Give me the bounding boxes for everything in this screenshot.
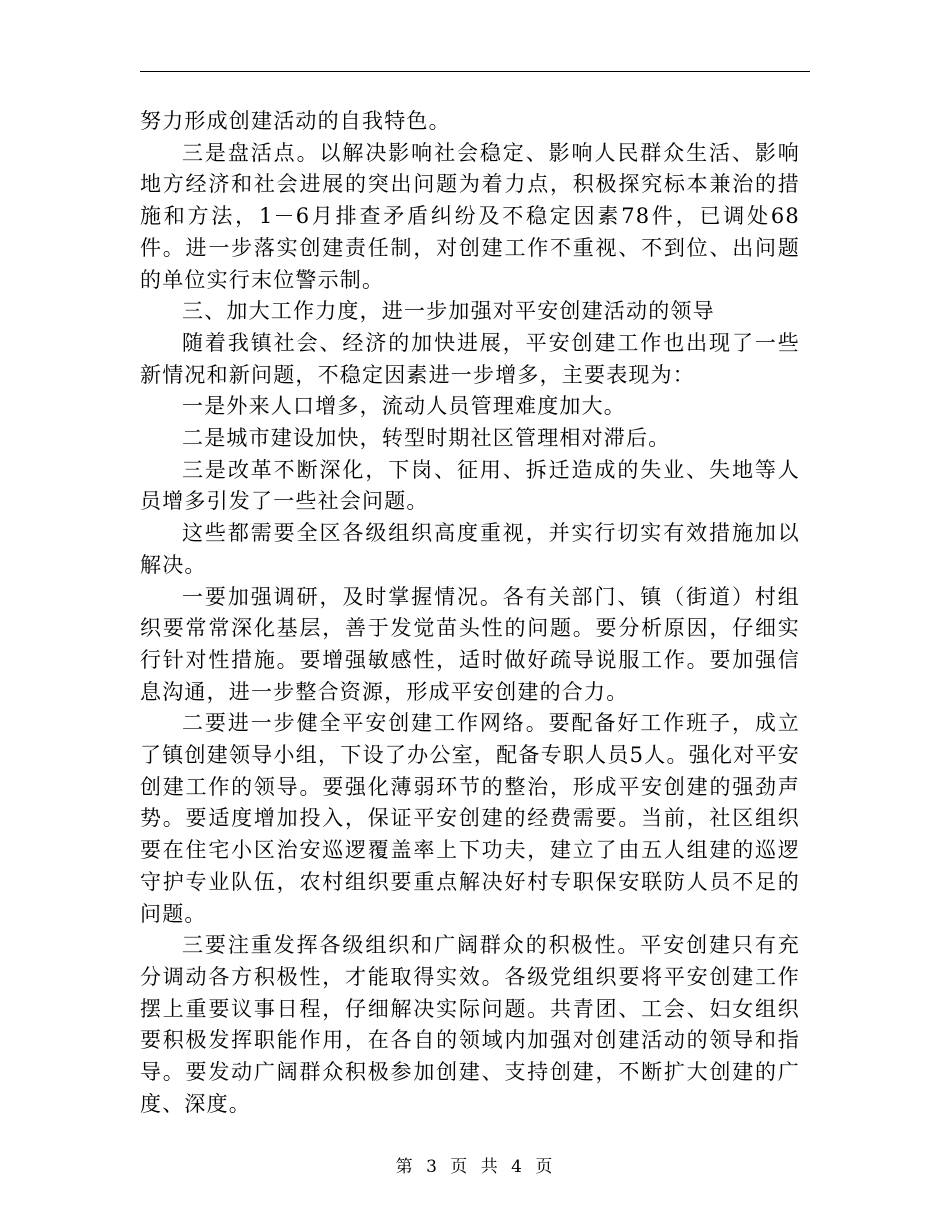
paragraph-8: 这些都需要全区各级组织高度重视，并实行切实有效措施加以解决。 [140, 521, 800, 577]
header-rule [140, 71, 810, 72]
footer-current-page: 3 [426, 1157, 439, 1177]
section-heading-3: 三、加大工作力度，进一步加强对平安创建活动的领导 [182, 299, 715, 324]
paragraph-6: 二是城市建设加快，转型时期社区管理相对滞后。 [182, 426, 671, 451]
footer-prefix: 第 [395, 1157, 415, 1177]
footer-suffix: 页 [535, 1157, 555, 1177]
paragraph-11: 三要注重发挥各级组织和广阔群众的积极性。平安创建只有充分调动各方积极性，才能取得实效。各级党组织要将平安创建工作摆上重要议事日程，仔细解决实际问题。共青团、工会、妇女组织要积极发挥职能作用，在各自的领域内加强对创建活动的领导和指导。要发动广阔群众积极参加创建、支持创建，不断扩大创建的广度、深度。 [140, 933, 800, 1116]
paragraph-1: 努力形成创建活动的自我特色。 [140, 109, 451, 133]
paragraph-7: 三是改革不断深化，下岗、征用、拆迁造成的失业、失地等人员增多引发了一些社会问题。 [140, 457, 800, 514]
page-footer [0, 1152, 950, 1177]
paragraph-4: 随着我镇社会、经济的加快进展，平安创建工作也出现了一些新情况和新问题，不稳定因素进一步增多，主要表现为： [140, 330, 800, 387]
paragraph-2: 三是盘活点。以解决影响社会稳定、影响人民群众生活、影响地方经济和社会进展的突出问题为着力点，积极探究标本兼治的措施和方法，1－6月排查矛盾纠纷及不稳定因素78件，已调处68件。进一步落实创建责任制，对创建工作不重视、不到位、出问题的单位实行末位警示制。 [140, 140, 800, 292]
footer-page-word: 页 [450, 1157, 470, 1177]
footer-total-word: 共 [480, 1157, 500, 1177]
document-body [140, 106, 800, 1121]
paragraph-5: 一是外来人口增多，流动人员管理难度加大。 [182, 394, 626, 419]
paragraph-10: 二要进一步健全平安创建工作网络。要配备好工作班子，成立了镇创建领导小组，下设了办公室，配备专职人员5人。强化对平安创建工作的领导。要强化薄弱环节的整治，形成平安创建的强劲声势。要适度增加投入，保证平安创建的经费需要。当前，社区组织要在住宅小区治安巡逻覆盖率上下功夫，建立了由五人组建的巡逻守护专业队伍，农村组织要重点解决好村专职保安联防人员不足的问题。 [140, 711, 800, 926]
footer-total-pages: 4 [511, 1157, 524, 1177]
paragraph-9: 一要加强调研，及时掌握情况。各有关部门、镇（街道）村组织要常常深化基层，善于发觉苗头性的问题。要分析原因，仔细实行针对性措施。要增强敏感性，适时做好疏导说服工作。要加强信息沟通，进一步整合资源，形成平安创建的合力。 [140, 584, 800, 704]
